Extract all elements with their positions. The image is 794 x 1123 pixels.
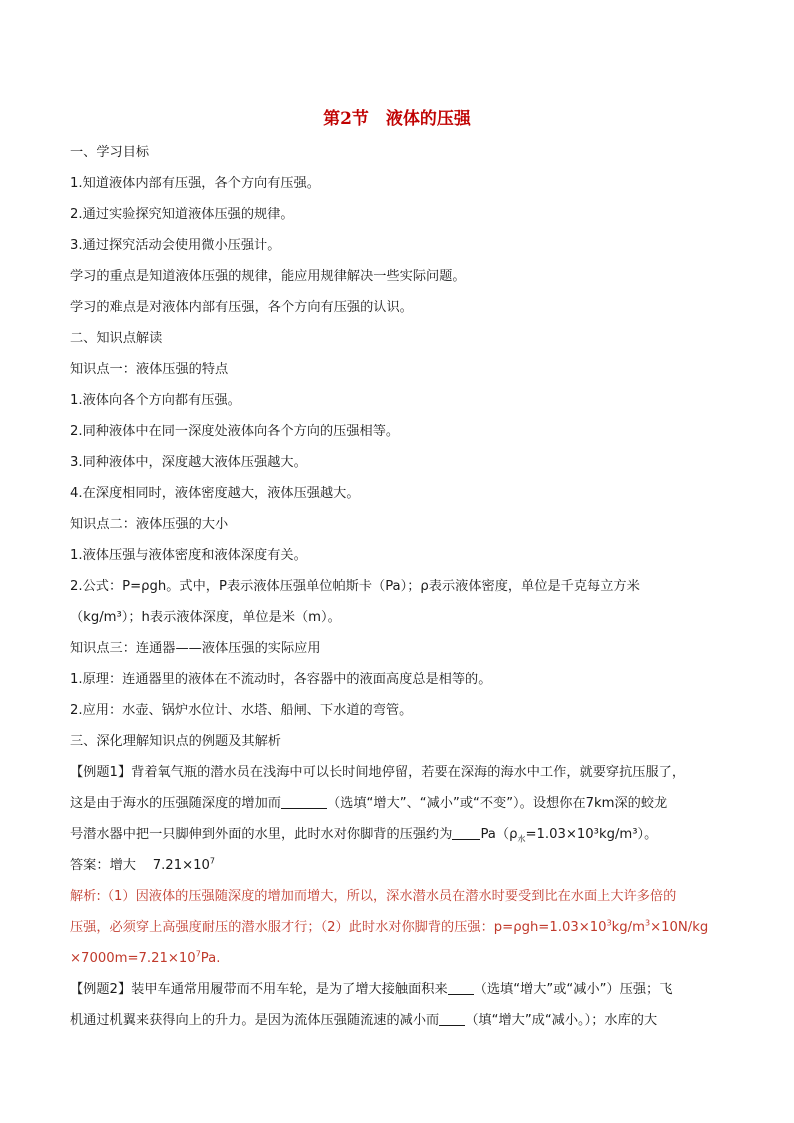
example-1-line-2 xyxy=(70,793,725,824)
knowledge-1-item-4: 4.在深度相同时，液体密度越大，液体压强越大。 xyxy=(70,486,360,501)
example-1-analysis-line-2 xyxy=(70,917,725,948)
knowledge-2-formula-line-2: （kg/m³）；h表示液体深度，单位是米（m）。 xyxy=(70,610,341,625)
example-1-analysis-line-1: 解析:（1）因液体的压强随深度的增加而增大，所以，深水潜水员在潜水时要受到比在水面上大许多倍的 xyxy=(70,889,677,904)
example-2-text-a: 装甲车通常用履带而不用车轮，是为了增大接触面积来 xyxy=(131,982,448,997)
analysis-text-d: ×10N/kg xyxy=(650,920,709,935)
knowledge-1-item-2: 2.同种液体中在同一深度处液体向各个方向的压强相等。 xyxy=(70,424,400,439)
knowledge-1-item-1: 1.液体向各个方向都有压强。 xyxy=(70,393,241,408)
example-1-sub-water: 水 xyxy=(517,834,526,844)
knowledge-1-item-3: 3.同种液体中，深度越大液体压强越大。 xyxy=(70,455,307,470)
knowledge-3-heading: 知识点三：连通器——液体压强的实际应用 xyxy=(70,641,321,656)
answer-label: 答案： xyxy=(70,858,110,873)
example-1-text-f: =1.03×10³kg/m³）。 xyxy=(525,827,658,842)
analysis-exponent-3: 7 xyxy=(195,949,201,959)
example-1-text-c: （选填“增大”、“减小”或“不变”）。设想你在7km深的蛟龙 xyxy=(327,796,668,811)
example-2-text-c: 机通过机翼来获得向上的升力。是因为流体压强随流速的减小而 xyxy=(70,1013,440,1028)
goal-item-3: 3.通过探究活动会使用微小压强计。 xyxy=(70,238,281,253)
knowledge-1-heading: 知识点一：液体压强的特点 xyxy=(70,362,229,377)
document-body xyxy=(70,142,725,1041)
example-2-text-d: （填“增大”成“减小。）；水库的大 xyxy=(465,1013,658,1028)
analysis-text-e: ×7000m=7.21×10 xyxy=(70,951,196,966)
difficulty-point: 学习的难点是对液体内部有压强，各个方向有压强的认识。 xyxy=(70,300,413,315)
analysis-text-c: kg/m xyxy=(611,920,645,935)
example-1-text-e: Pa（ρ xyxy=(480,827,518,842)
goal-item-2: 2.通过实验探究知道液体压强的规律。 xyxy=(70,207,294,222)
example-1-answer xyxy=(70,855,725,886)
key-point: 学习的重点是知道液体压强的规律，能应用规律解决一些实际问题。 xyxy=(70,269,466,284)
example-2-blank-1[interactable] xyxy=(448,980,474,995)
goal-item-1: 1.知道液体内部有压强，各个方向有压强。 xyxy=(70,176,320,191)
knowledge-3-item-1: 1.原理：连通器里的液体在不流动时，各容器中的液面高度总是相等的。 xyxy=(70,672,492,687)
example-2-text-b: （选填“增大”或“减小”）压强；飞 xyxy=(473,982,673,997)
example-2-line-2 xyxy=(70,1010,725,1041)
example-1-blank-1[interactable] xyxy=(281,794,327,809)
example-2-line-1 xyxy=(70,979,725,1010)
example-1-label: 【例题1】 xyxy=(70,765,132,780)
knowledge-2-heading: 知识点二：液体压强的大小 xyxy=(70,517,229,532)
example-1-text-b: 这是由于海水的压强随深度的增加而 xyxy=(70,796,281,811)
answer-1: 增大 xyxy=(109,858,136,873)
example-1-blank-2[interactable] xyxy=(452,825,480,840)
example-1-text-a: 背着氧气瓶的潜水员在浅海中可以长时间地停留，若要在深海的海水中工作，就要穿抗压服了， xyxy=(131,765,686,780)
analysis-text-f: Pa. xyxy=(200,951,221,966)
heading-knowledge: 二、知识点解读 xyxy=(70,331,163,346)
section-title: 第2节 液体的压强 xyxy=(323,109,471,129)
example-1-analysis-line-3 xyxy=(70,948,725,979)
analysis-exponent-2: 3 xyxy=(644,918,651,928)
knowledge-2-item-1: 1.液体压强与液体密度和液体深度有关。 xyxy=(70,548,307,563)
example-1-line-1 xyxy=(70,762,725,793)
analysis-text-b: 压强，必须穿上高强度耐压的潜水服才行；（2）此时水对你脚背的压强：p=ρgh=1.03×10 xyxy=(70,920,607,935)
knowledge-2-formula-line-1: 2.公式：P=ρgh。式中，P表示液体压强单位帕斯卡（Pa）；ρ表示液体密度，单位是千克每立方米 xyxy=(70,579,640,594)
heading-learning-goals: 一、学习目标 xyxy=(70,145,150,160)
example-1-line-3 xyxy=(70,824,725,855)
knowledge-3-item-2: 2.应用：水壶、锅炉水位计、水塔、船闸、下水道的弯管。 xyxy=(70,703,413,718)
example-1-text-d: 号潜水器中把一只脚伸到外面的水里，此时水对你脚背的压强约为 xyxy=(70,827,453,842)
example-2-label: 【例题2】 xyxy=(70,982,132,997)
example-2-blank-2[interactable] xyxy=(439,1011,465,1026)
answer-2-exponent: 7 xyxy=(209,856,216,866)
heading-examples: 三、深化理解知识点的例题及其解析 xyxy=(70,734,281,749)
analysis-exponent-1: 3 xyxy=(606,918,612,928)
answer-2: 7.21×10 xyxy=(152,858,210,873)
